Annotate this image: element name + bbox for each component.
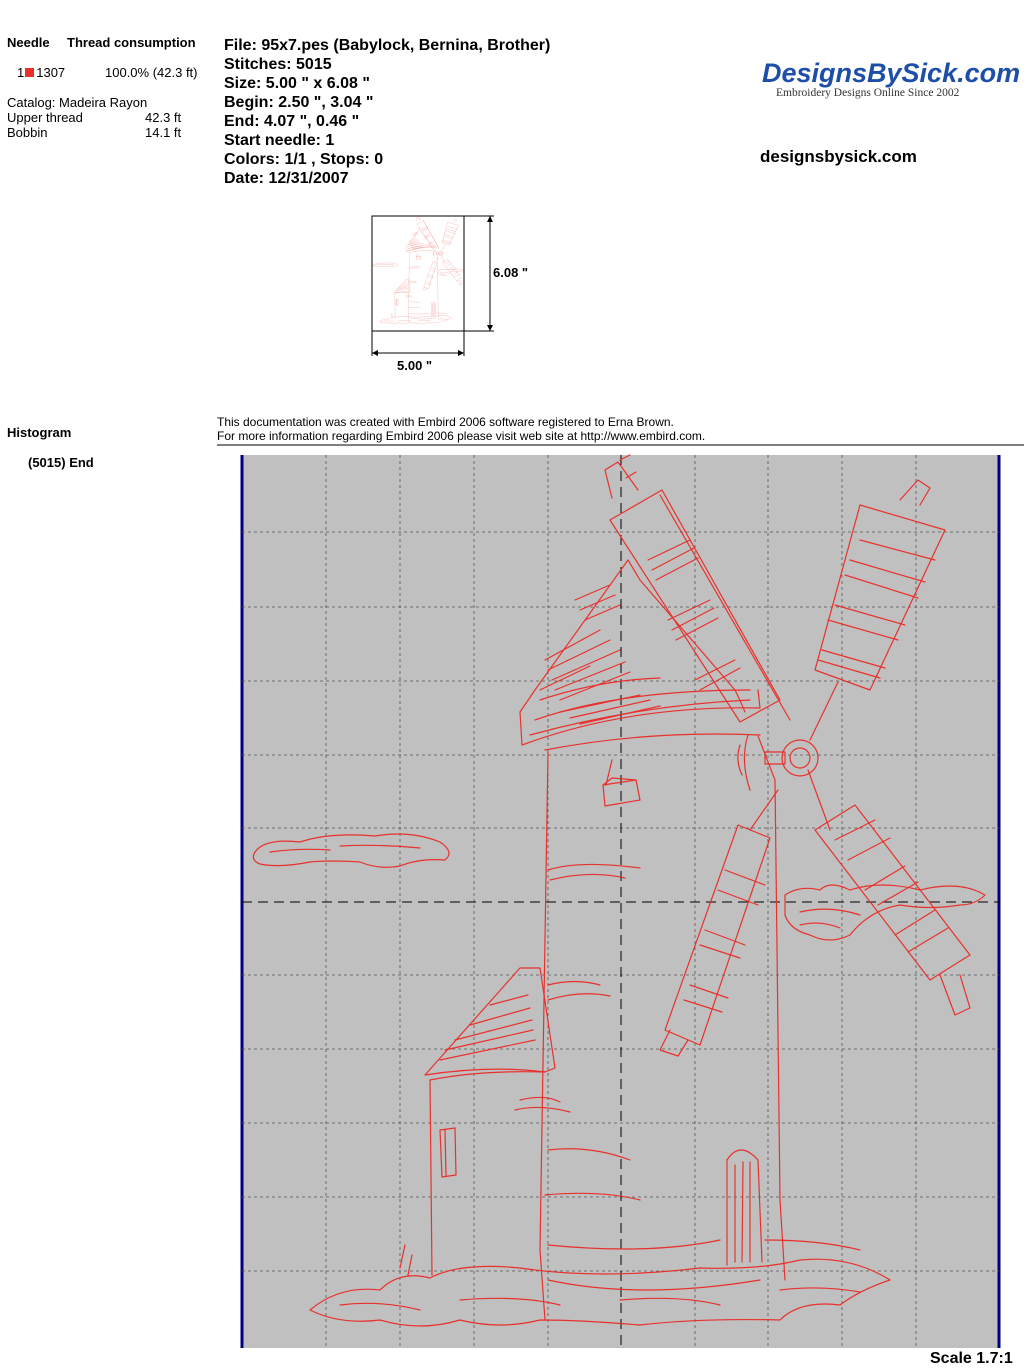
preview-height-label: 6.08 " — [493, 265, 529, 280]
bobbin-label: Bobbin — [7, 125, 48, 140]
upper-thread-label: Upper thread — [7, 110, 83, 125]
info-stitches: Stitches: 5015 — [224, 56, 332, 73]
info-date: Date: 12/31/2007 — [224, 170, 349, 187]
catalog-label: Catalog: Madeira Rayon — [7, 95, 148, 110]
info-file: File: 95x7.pes (Babylock, Bernina, Brother) — [224, 37, 551, 54]
info-size: Size: 5.00 " x 6.08 " — [224, 75, 370, 92]
website-text: designsbysick.com — [760, 147, 917, 166]
notice-line-1: This documentation was created with Embird 2006 software registered to Erna Brown. — [217, 415, 674, 429]
histogram-entry: (5015) End — [28, 455, 94, 470]
preview-width-label: 5.00 " — [397, 358, 433, 373]
hoop-view — [242, 455, 999, 1348]
thread-code: 1307 — [36, 65, 66, 80]
scale-label: Scale 1.7:1 — [930, 1350, 1013, 1367]
design-preview — [372, 216, 494, 356]
bobbin-value: 14.1 ft — [145, 125, 182, 140]
logo-tagline: Embroidery Designs Online Since 2002 — [776, 87, 960, 99]
upper-thread-value: 42.3 ft — [145, 110, 182, 125]
histogram-title: Histogram — [7, 425, 72, 440]
info-end: End: 4.07 ", 0.46 " — [224, 113, 360, 130]
needle-number: 1 — [17, 65, 25, 80]
notice-line-2: For more information regarding Embird 2006 please visit web site at http://www.embird.com. — [217, 429, 706, 443]
needle-column-header: Needle — [7, 35, 50, 50]
thread-consumption-value: 100.0% (42.3 ft) — [105, 65, 198, 80]
info-start-needle: Start needle: 1 — [224, 132, 335, 149]
info-colors: Colors: 1/1 , Stops: 0 — [224, 151, 384, 168]
site-logo: DesignsBySick.com — [762, 58, 1021, 88]
info-begin: Begin: 2.50 ", 3.04 " — [224, 94, 374, 111]
thread-consumption-header: Thread consumption — [67, 35, 196, 50]
